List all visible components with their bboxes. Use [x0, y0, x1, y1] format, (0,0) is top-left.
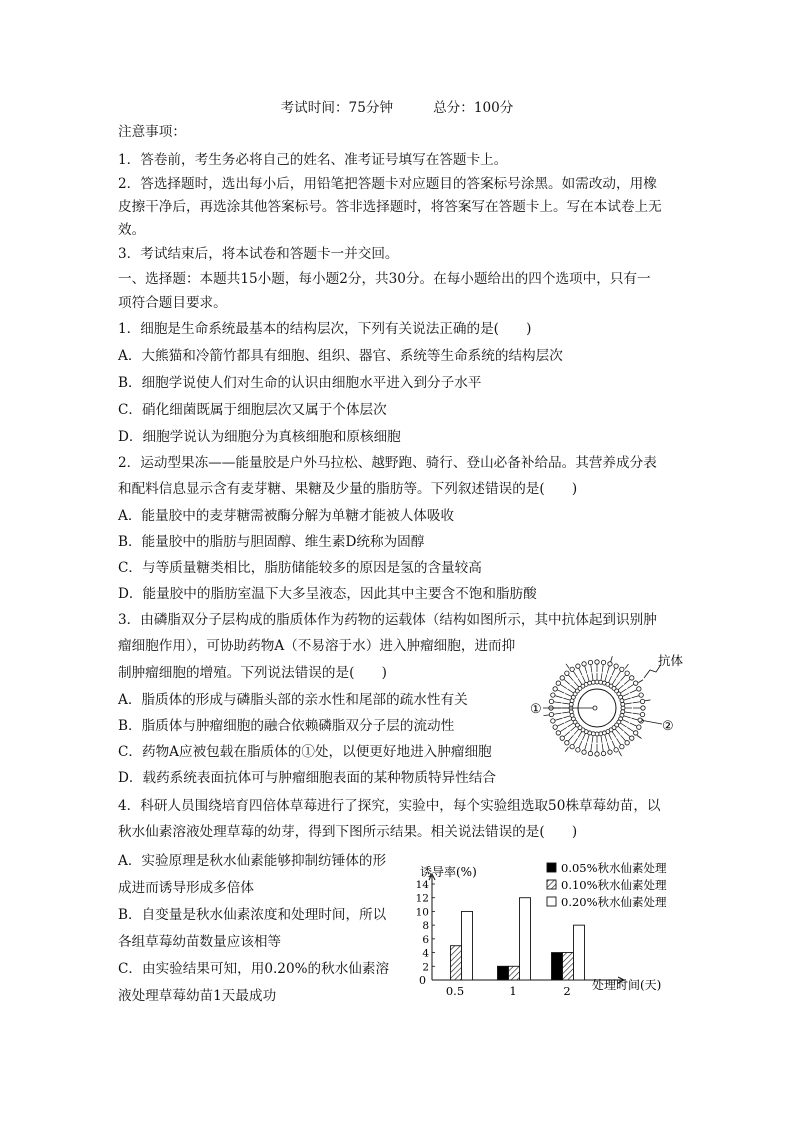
question-3-option-d: D．载药系统表面抗体可与肿瘤细胞表面的某种物质特异性结合: [118, 770, 496, 786]
phospholipid-head-outer: [553, 725, 557, 729]
chart-y-tick-label: 12: [415, 892, 429, 905]
question-2-option-a: A．能量胶中的麦芽糖需被酶分解为单糖才能被人体吸收: [118, 508, 455, 524]
phospholipid-head-outer: [576, 748, 580, 752]
chart-legend-swatch: [547, 897, 556, 906]
section-1-title-line-1: 一、选择题：本题共15小题，每小题2分，共30分。在每小题给出的四个选项中，只有一: [118, 271, 651, 287]
phospholipid-tail-inner: [615, 729, 619, 734]
phospholipid-tail-inner: [578, 732, 582, 738]
phospholipid-tail-outer: [627, 727, 633, 731]
question-2-stem-line-1: 2．运动型果冻——能量胶是户外马拉松、越野跑、骑行、登山必备补给品。其营养成分表: [118, 455, 657, 471]
phospholipid-tail-inner: [571, 685, 576, 689]
phospholipid-tail-outer: [585, 666, 587, 673]
chart-legend-label: 0.10%秋水仙素处理: [561, 878, 667, 892]
chart-y-axis-label: 诱导率(%): [420, 865, 477, 879]
phospholipid-tail-outer: [633, 702, 640, 703]
question-1-stem: 1．细胞是生命系统最基本的结构层次，下列有关说法正确的是( ): [118, 321, 532, 337]
question-3-option-a: A．脂质体的形成与磷脂头部的亲水性和尾部的疏水性有关: [118, 692, 468, 708]
phospholipid-head-outer: [641, 706, 645, 710]
phospholipid-tail-inner: [571, 726, 576, 730]
phospholipid-head-outer: [637, 687, 641, 691]
phospholipid-tail-outer: [632, 696, 639, 698]
phospholipid-head-outer: [633, 681, 637, 685]
phospholipid-tail-outer: [621, 675, 626, 681]
chart-legend: [547, 861, 667, 909]
chart-bar: [509, 966, 520, 980]
chart-bar: [451, 946, 462, 980]
phospholipid-head-outer: [588, 751, 592, 755]
question-4-option-b-line-2: 各组草莓幼苗数量应该相等: [118, 934, 282, 950]
phospholipid-tail-inner: [612, 679, 616, 685]
section-1-title-line-2: 项符合题目要求。: [118, 295, 227, 311]
phospholipid-tail-outer: [602, 665, 603, 672]
phospholipid-tail-inner: [609, 734, 612, 740]
chart-y-tick-label: 8: [422, 920, 429, 933]
phospholipid-tail-outer: [555, 718, 562, 720]
liposome-diagram: [528, 648, 688, 768]
chart-y-tick-label: 10: [415, 906, 429, 919]
antibody: [637, 735, 642, 738]
question-4-option-b-line-1: B．自变量是秋水仙素浓度和处理时间，所以: [118, 907, 387, 923]
question-2-option-d: D．能量胶中的脂肪室温下大多呈液态，因此其中主要含不饱和脂肪酸: [118, 586, 537, 602]
phospholipid-head-outer: [640, 699, 644, 703]
phospholipid-tail-inner: [587, 674, 589, 681]
phospholipid-tail-outer: [621, 735, 626, 741]
phospholipid-tail-outer: [630, 690, 637, 693]
phospholipid-head-outer: [620, 667, 624, 671]
phospholipid-tail-inner: [568, 723, 574, 727]
chart-origin-label: 0: [419, 974, 426, 987]
phospholipid-head-outer: [630, 676, 634, 680]
phospholipid-tail-outer: [616, 738, 620, 744]
phospholipid-tail-outer: [624, 732, 630, 737]
chart-bar: [563, 953, 574, 980]
question-2-stem-line-2: 和配料信息显示含有麦芽糖、果糖及少量的脂肪等。下列叙述错误的是( ): [118, 481, 578, 497]
notice-item-2-line-3: 效。: [118, 222, 146, 238]
question-1-option-b: B．细胞学说使人们对生命的认识由细胞水平进入到分子水平: [118, 375, 482, 391]
phospholipid-head-outer: [639, 693, 643, 697]
chart-y-tick-label: 2: [422, 961, 429, 974]
phospholipid-tail-outer: [633, 713, 640, 714]
question-3-option-c: C．药物A应被包载在脂质体的①处，以便更好地进入肿瘤细胞: [118, 744, 492, 760]
phospholipid-head-outer: [565, 741, 569, 745]
chart-bar: [574, 925, 585, 980]
phospholipid-head-outer: [620, 744, 624, 748]
phospholipid-tail-inner: [618, 685, 623, 689]
question-3-stem-line-1: 3．由磷脂双分子层构成的脂质体作为药物的运载体（结构如图所示，其中抗体起到识别肿: [118, 612, 657, 628]
phospholipid-tail-inner: [624, 716, 631, 718]
phospholipid-tail-inner: [592, 673, 593, 680]
phospholipid-head-outer: [637, 725, 641, 729]
antibody: [611, 656, 613, 661]
phospholipid-head-outer: [614, 748, 618, 752]
phospholipid-tail-outer: [557, 723, 564, 726]
phospholipid-head-outer: [560, 676, 564, 680]
question-4-stem-line-1: 4．科研人员围绕培育四倍体草莓进行了探究，实验中，每个实验组选取50株草莓幼苗，以: [118, 798, 661, 814]
phospholipid-tail-inner: [615, 682, 619, 687]
phospholipid-tail-inner: [568, 689, 574, 693]
phospholipid-tail-outer: [560, 727, 566, 731]
phospholipid-tail-outer: [554, 713, 561, 714]
exam-header: [0, 96, 794, 116]
phospholipid-head-outer: [588, 660, 592, 664]
phospholipid-tail-inner: [565, 693, 571, 696]
phospholipid-tail-inner: [582, 676, 585, 682]
phospholipid-tail-inner: [582, 734, 585, 740]
chart-bar: [552, 953, 563, 980]
phospholipid-tail-outer: [564, 680, 570, 685]
phospholipid-tail-inner: [623, 720, 629, 723]
phospholipid-tail-outer: [591, 665, 592, 672]
phospholipid-tail-outer: [554, 702, 561, 703]
phospholipid-head-outer: [601, 660, 605, 664]
question-4-option-c-line-1: C．由实验结果可知，用0.20%的秋水仙素溶: [118, 961, 390, 977]
phospholipid-head-outer: [625, 741, 629, 745]
exam-time: 考试时间：75分钟: [280, 100, 394, 116]
phospholipid-tail-outer: [602, 744, 603, 751]
phospholipid-head-outer: [582, 662, 586, 666]
label-2: ②: [662, 719, 674, 734]
notice-item-2-line-2: 皮擦干净后，再选涂其他答案标号。答非选择题时，将答案写在答题卡上。写在本试卷上无: [118, 199, 662, 215]
phospholipid-bilayer: [544, 656, 651, 756]
chart-legend-swatch: [547, 863, 556, 872]
phospholipid-head-outer: [601, 751, 605, 755]
phospholipid-head-outer: [560, 736, 564, 740]
induction-rate-bar-chart: [410, 860, 700, 995]
antibody: [638, 680, 643, 683]
phospholipid-head-outer: [614, 664, 618, 668]
chart-bar: [462, 911, 473, 980]
notice-item-2-line-1: 2．答选择题时，选出每小后，用铅笔把答题卡对应题目的答案标号涂黑。如需改动，用橡: [118, 176, 657, 192]
phospholipid-head-outer: [630, 736, 634, 740]
exam-total-score: 总分：100分: [433, 100, 514, 116]
phospholipid-tail-outer: [573, 738, 577, 744]
phospholipid-tail-outer: [569, 675, 574, 681]
phospholipid-tail-inner: [574, 729, 578, 734]
phospholipid-tail-outer: [573, 671, 577, 677]
phospholipid-tail-inner: [621, 723, 627, 727]
question-2-option-c: C．与等质量糖类相比，脂肪储能较多的原因是氢的含量较高: [118, 560, 482, 576]
phospholipid-head-outer: [551, 693, 555, 697]
phospholipid-tail-inner: [592, 736, 593, 743]
phospholipid-tail-inner: [612, 732, 616, 738]
phospholipid-tail-outer: [564, 732, 570, 737]
phospholipid-head-outer: [595, 660, 599, 664]
antibody: [645, 700, 650, 701]
phospholipid-tail-outer: [579, 741, 582, 748]
phospholipid-head-outer: [549, 699, 553, 703]
phospholipid-head-outer: [551, 719, 555, 723]
phospholipid-tail-inner: [623, 693, 629, 696]
chart-bar: [520, 898, 531, 980]
phospholipid-tail-inner: [562, 712, 569, 713]
phospholipid-head-outer: [640, 712, 644, 716]
chart-x-tick-labels: [446, 984, 571, 995]
phospholipid-tail-outer: [624, 680, 630, 685]
chart-bar: [498, 966, 509, 980]
question-2-option-b: B．能量胶中的脂肪与胆固醇、维生素D统称为固醇: [118, 534, 425, 550]
chart-x-tick-label: 1: [509, 984, 517, 995]
chart-legend-swatch: [547, 880, 556, 889]
phospholipid-head-outer: [565, 671, 569, 675]
phospholipid-tail-inner: [601, 736, 602, 743]
chart-y-tick-label: 14: [415, 879, 429, 891]
phospholipid-head-outer: [576, 664, 580, 668]
notice-title: 注意事项：: [118, 124, 186, 140]
phospholipid-tail-inner: [574, 682, 578, 687]
question-1-option-c: C．硝化细菌既属于细胞层次又属于个体层次: [118, 402, 387, 418]
phospholipid-tail-outer: [616, 671, 620, 677]
chart-y-tick-label: 4: [422, 947, 429, 960]
phospholipid-tail-outer: [627, 684, 633, 688]
phospholipid-tail-outer: [612, 741, 615, 748]
antibody: [544, 715, 549, 716]
phospholipid-tail-outer: [591, 744, 592, 751]
phospholipid-tail-outer: [612, 668, 615, 675]
phospholipid-tail-inner: [563, 698, 570, 700]
phospholipid-tail-inner: [563, 716, 570, 718]
chart-legend-label: 0.20%秋水仙素处理: [561, 895, 667, 909]
notice-item-3: 3．考试结束后，将本试卷和答题卡一并交回。: [118, 246, 399, 262]
phospholipid-tail-outer: [560, 684, 566, 688]
phospholipid-head-outer: [570, 744, 574, 748]
chart-x-tick-label: 0.5: [445, 984, 465, 995]
antibody: [566, 664, 569, 669]
antibody: [625, 664, 628, 668]
phospholipid-tail-inner: [587, 735, 589, 742]
phospholipid-tail-inner: [601, 673, 602, 680]
phospholipid-tail-inner: [578, 679, 582, 685]
phospholipid-tail-outer: [585, 743, 587, 750]
antibody: [619, 751, 621, 756]
phospholipid-head-outer: [625, 671, 629, 675]
phospholipid-tail-inner: [565, 720, 571, 723]
question-4-option-c-line-2: 液处理草莓幼苗1天最成功: [118, 988, 277, 1004]
question-3-stem-line-3: 制肿瘤细胞的增殖。下列说法错误的是( ): [118, 665, 387, 681]
phospholipid-tail-inner: [605, 674, 607, 681]
phospholipid-head-outer: [556, 731, 560, 735]
phospholipid-tail-inner: [625, 712, 632, 713]
phospholipid-tail-inner: [605, 735, 607, 742]
phospholipid-tail-outer: [569, 735, 574, 741]
phospholipid-tail-inner: [625, 703, 632, 704]
phospholipid-tail-outer: [607, 743, 609, 750]
chart-x-axis-label: 处理时间(天): [592, 978, 662, 992]
phospholipid-tail-outer: [555, 696, 562, 698]
phospholipid-head-outer: [608, 750, 612, 754]
phospholipid-tail-inner: [562, 703, 569, 704]
label-1-dot: [593, 706, 597, 710]
notice-item-1: 1．答卷前，考生务必将自己的姓名、准考证号填写在答题卡上。: [118, 152, 508, 168]
phospholipid-head-outer: [556, 681, 560, 685]
question-4-stem-line-2: 秋水仙素溶液处理草莓的幼芽，得到下图所示结果。相关说法错误的是( ): [118, 824, 578, 840]
phospholipid-tail-inner: [624, 698, 631, 700]
phospholipid-head-outer: [595, 752, 599, 756]
question-1-option-a: A．大熊猫和冷箭竹都具有细胞、组织、器官、系统等生命系统的结构层次: [118, 348, 563, 364]
label-1: ①: [530, 702, 542, 717]
question-3-option-b: B．脂质体与肿瘤细胞的融合依赖磷脂双分子层的流动性: [118, 718, 455, 734]
phospholipid-tail-inner: [621, 689, 627, 693]
chart-x-tick-label: 2: [563, 984, 571, 995]
question-4-option-a-line-1: A．实验原理是秋水仙素能够抑制纺锤体的形: [118, 853, 387, 869]
phospholipid-head-outer: [633, 731, 637, 735]
phospholipid-head-outer: [553, 687, 557, 691]
phospholipid-tail-outer: [557, 690, 564, 693]
phospholipid-head-outer: [608, 662, 612, 666]
phospholipid-tail-inner: [618, 726, 623, 730]
question-4-option-a-line-2: 成进而诱导形成多倍体: [118, 880, 254, 896]
phospholipid-head-outer: [570, 667, 574, 671]
chart-y-tick-label: 6: [422, 933, 429, 946]
phospholipid-tail-inner: [609, 676, 612, 682]
phospholipid-head-outer: [582, 750, 586, 754]
antibody-label: 抗体: [658, 653, 684, 668]
phospholipid-tail-outer: [579, 668, 582, 675]
phospholipid-head-inner: [621, 702, 625, 706]
phospholipid-head-outer: [549, 712, 553, 716]
antibody: [565, 747, 568, 751]
label-2-dot: [638, 718, 642, 722]
phospholipid-tail-outer: [630, 723, 637, 726]
phospholipid-tail-outer: [607, 666, 609, 673]
chart-legend-label: 0.05%秋水仙素处理: [561, 861, 667, 875]
question-1-option-d: D．细胞学说认为细胞分为真核细胞和原核细胞: [118, 429, 401, 445]
chart-bars: [451, 898, 585, 980]
question-3-stem-line-2: 瘤细胞作用），可协助药物A（不易溶于水）进入肿瘤细胞，进而抑: [118, 638, 516, 654]
